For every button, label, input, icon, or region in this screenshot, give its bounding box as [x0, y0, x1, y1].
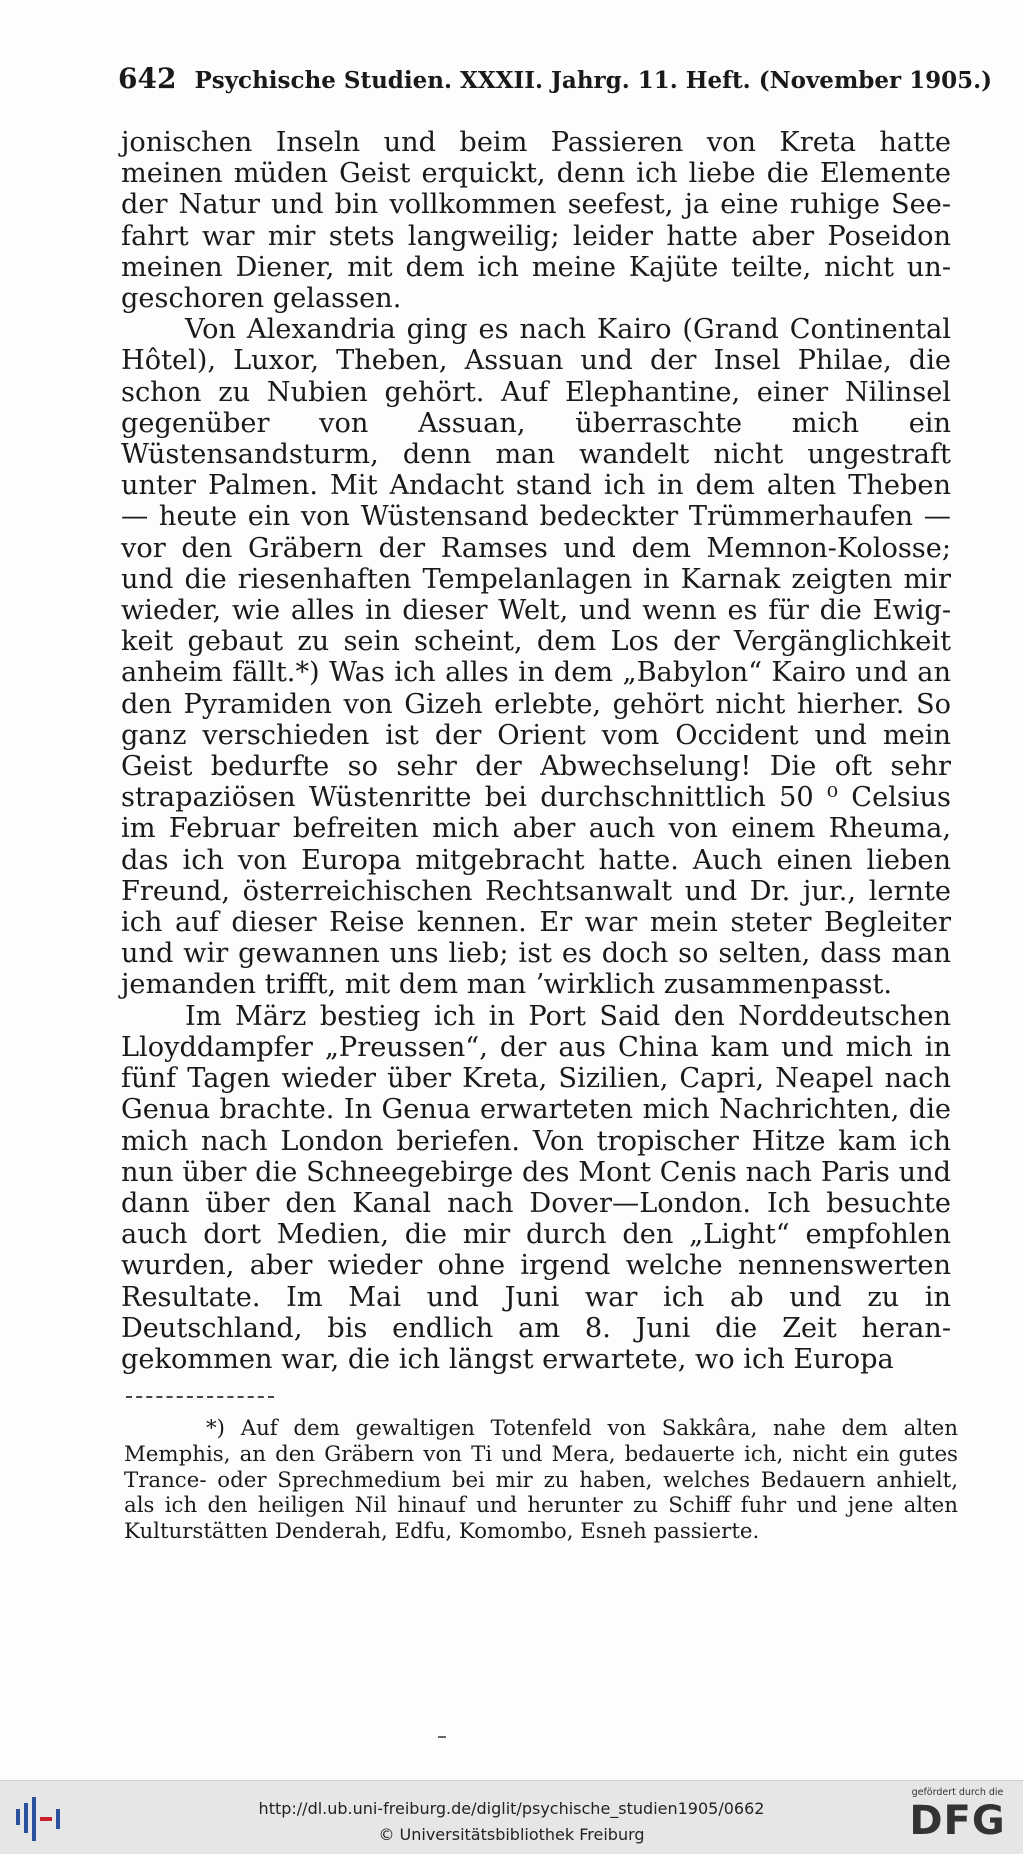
running-head: Psychische Studien. XXXII. Jahrg. 11. Heft. (November 1905.) — [194, 67, 993, 94]
footnote: *) Auf dem gewaltigen Totenfeld von Sakkâra, nahe dem alten Memphis, an den Gräbern von Ti und Mera, bedauerte ich, nicht ein gutes Trance- oder Sprechmedium bei mir zu haben, welches Bedauern anhielt, als ich den heiligen Nil hinauf und herunter zu Schiff fuhr und jene alten Kulturstätten Denderah, Edfu, Komombo, Esneh passierte. — [124, 1416, 958, 1545]
viewer-footer — [0, 1780, 1023, 1854]
paragraph: Im März bestieg ich in Port Said den Norddeutschen Lloyddampfer „Preussen“, der aus China kam und mich in fünf Tagen wieder über Kreta, Sizilien, Capri, Neapel nach Genua brachte. In Genua erwarteten mich Nachrichten, die mich nach London beriefen. Von tropischer Hitze kam ich nun über die Schneegebirge des Mont Cenis nach Paris und dann über den Kanal nach Dover—London. Ich besuchte auch dort Medien, die mir durch den „Light“ empfohlen wurden, aber wieder ohne irgend welche nennenswerten Resultate. Im Mai und Juni war ich ab und zu in Deutschland, bis endlich am 8. Juni die Zeit herangekommen war, die ich längst erwartete, wo ich Europa — [121, 1000, 951, 1375]
permalink-url[interactable]: http://dl.ub.uni-freiburg.de/diglit/psychische_studien1905/0662 — [258, 1799, 765, 1818]
main-text — [121, 127, 951, 1375]
page-number: 642 — [118, 62, 177, 95]
page-header — [118, 62, 993, 95]
paragraph: jonischen Inseln und beim Passieren von Kreta hatte meinen müden Geist erquickt, denn ich liebe die Elemente der Natur und bin vollkommen seefest, ja eine ruhige Seefahrt war mir stets langweilig; leider hatte aber Poseidon meinen Diener, mit dem ich meine Kajüte teilte, nicht ungeschoren gelassen. — [121, 127, 951, 315]
dfg-logo[interactable] — [900, 1787, 1015, 1849]
scan-mark — [438, 1736, 446, 1738]
dfg-logo-text: DFG — [909, 1798, 1006, 1844]
paragraph: Von Alexandria ging es nach Kairo (Grand Continental Hôtel), Luxor, Theben, Assuan und der Insel Philae, die schon zu Nubien gehört. Auf Elephantine, einer Nilinsel gegenüber von Assuan, überraschte mich ein Wüstensandsturm, denn man wandelt nicht ungestraft unter Palmen. Mit Andacht stand ich in dem alten Theben — heute ein von Wüstensand bedeckter Trümmerhaufen — vor den Gräbern der Ramses und dem Memnon-Kolosse; und die riesenhaften Tempelanlagen in Karnak zeigten mir wieder, wie alles in dieser Welt, und wenn es für die Ewigkeit gebaut zu sein scheint, dem Los der Vergänglichkeit anheim fällt.*) Was ich alles in dem „Babylon“ Kairo und an den Pyramiden von Gizeh erlebte, gehört nicht hierher. So ganz verschieden ist der Orient vom Occident und mein Geist bedurfte so sehr der Abwechselung! Die oft sehr strapaziösen Wüstenritte bei durchschnittlich 50 ⁰ Celsius im Februar befreiten mich aber auch von einem Rheuma, das ich von Europa mitgebracht hatte. Auch einen lieben Freund, österreichischen Rechtsanwalt und Dr. jur., lernte ich auf dieser Reise kennen. Er war mein steter Begleiter und wir gewannen uns lieb; ist es doch so selten, dass man jemanden trifft, mit dem man ʼwirklich zusammenpasst. — [121, 314, 951, 1001]
copyright-notice: © Universitätsbibliothek Freiburg — [378, 1825, 645, 1844]
footnote-divider — [126, 1396, 274, 1398]
dfg-caption: gefördert durch die — [911, 1787, 1004, 1798]
